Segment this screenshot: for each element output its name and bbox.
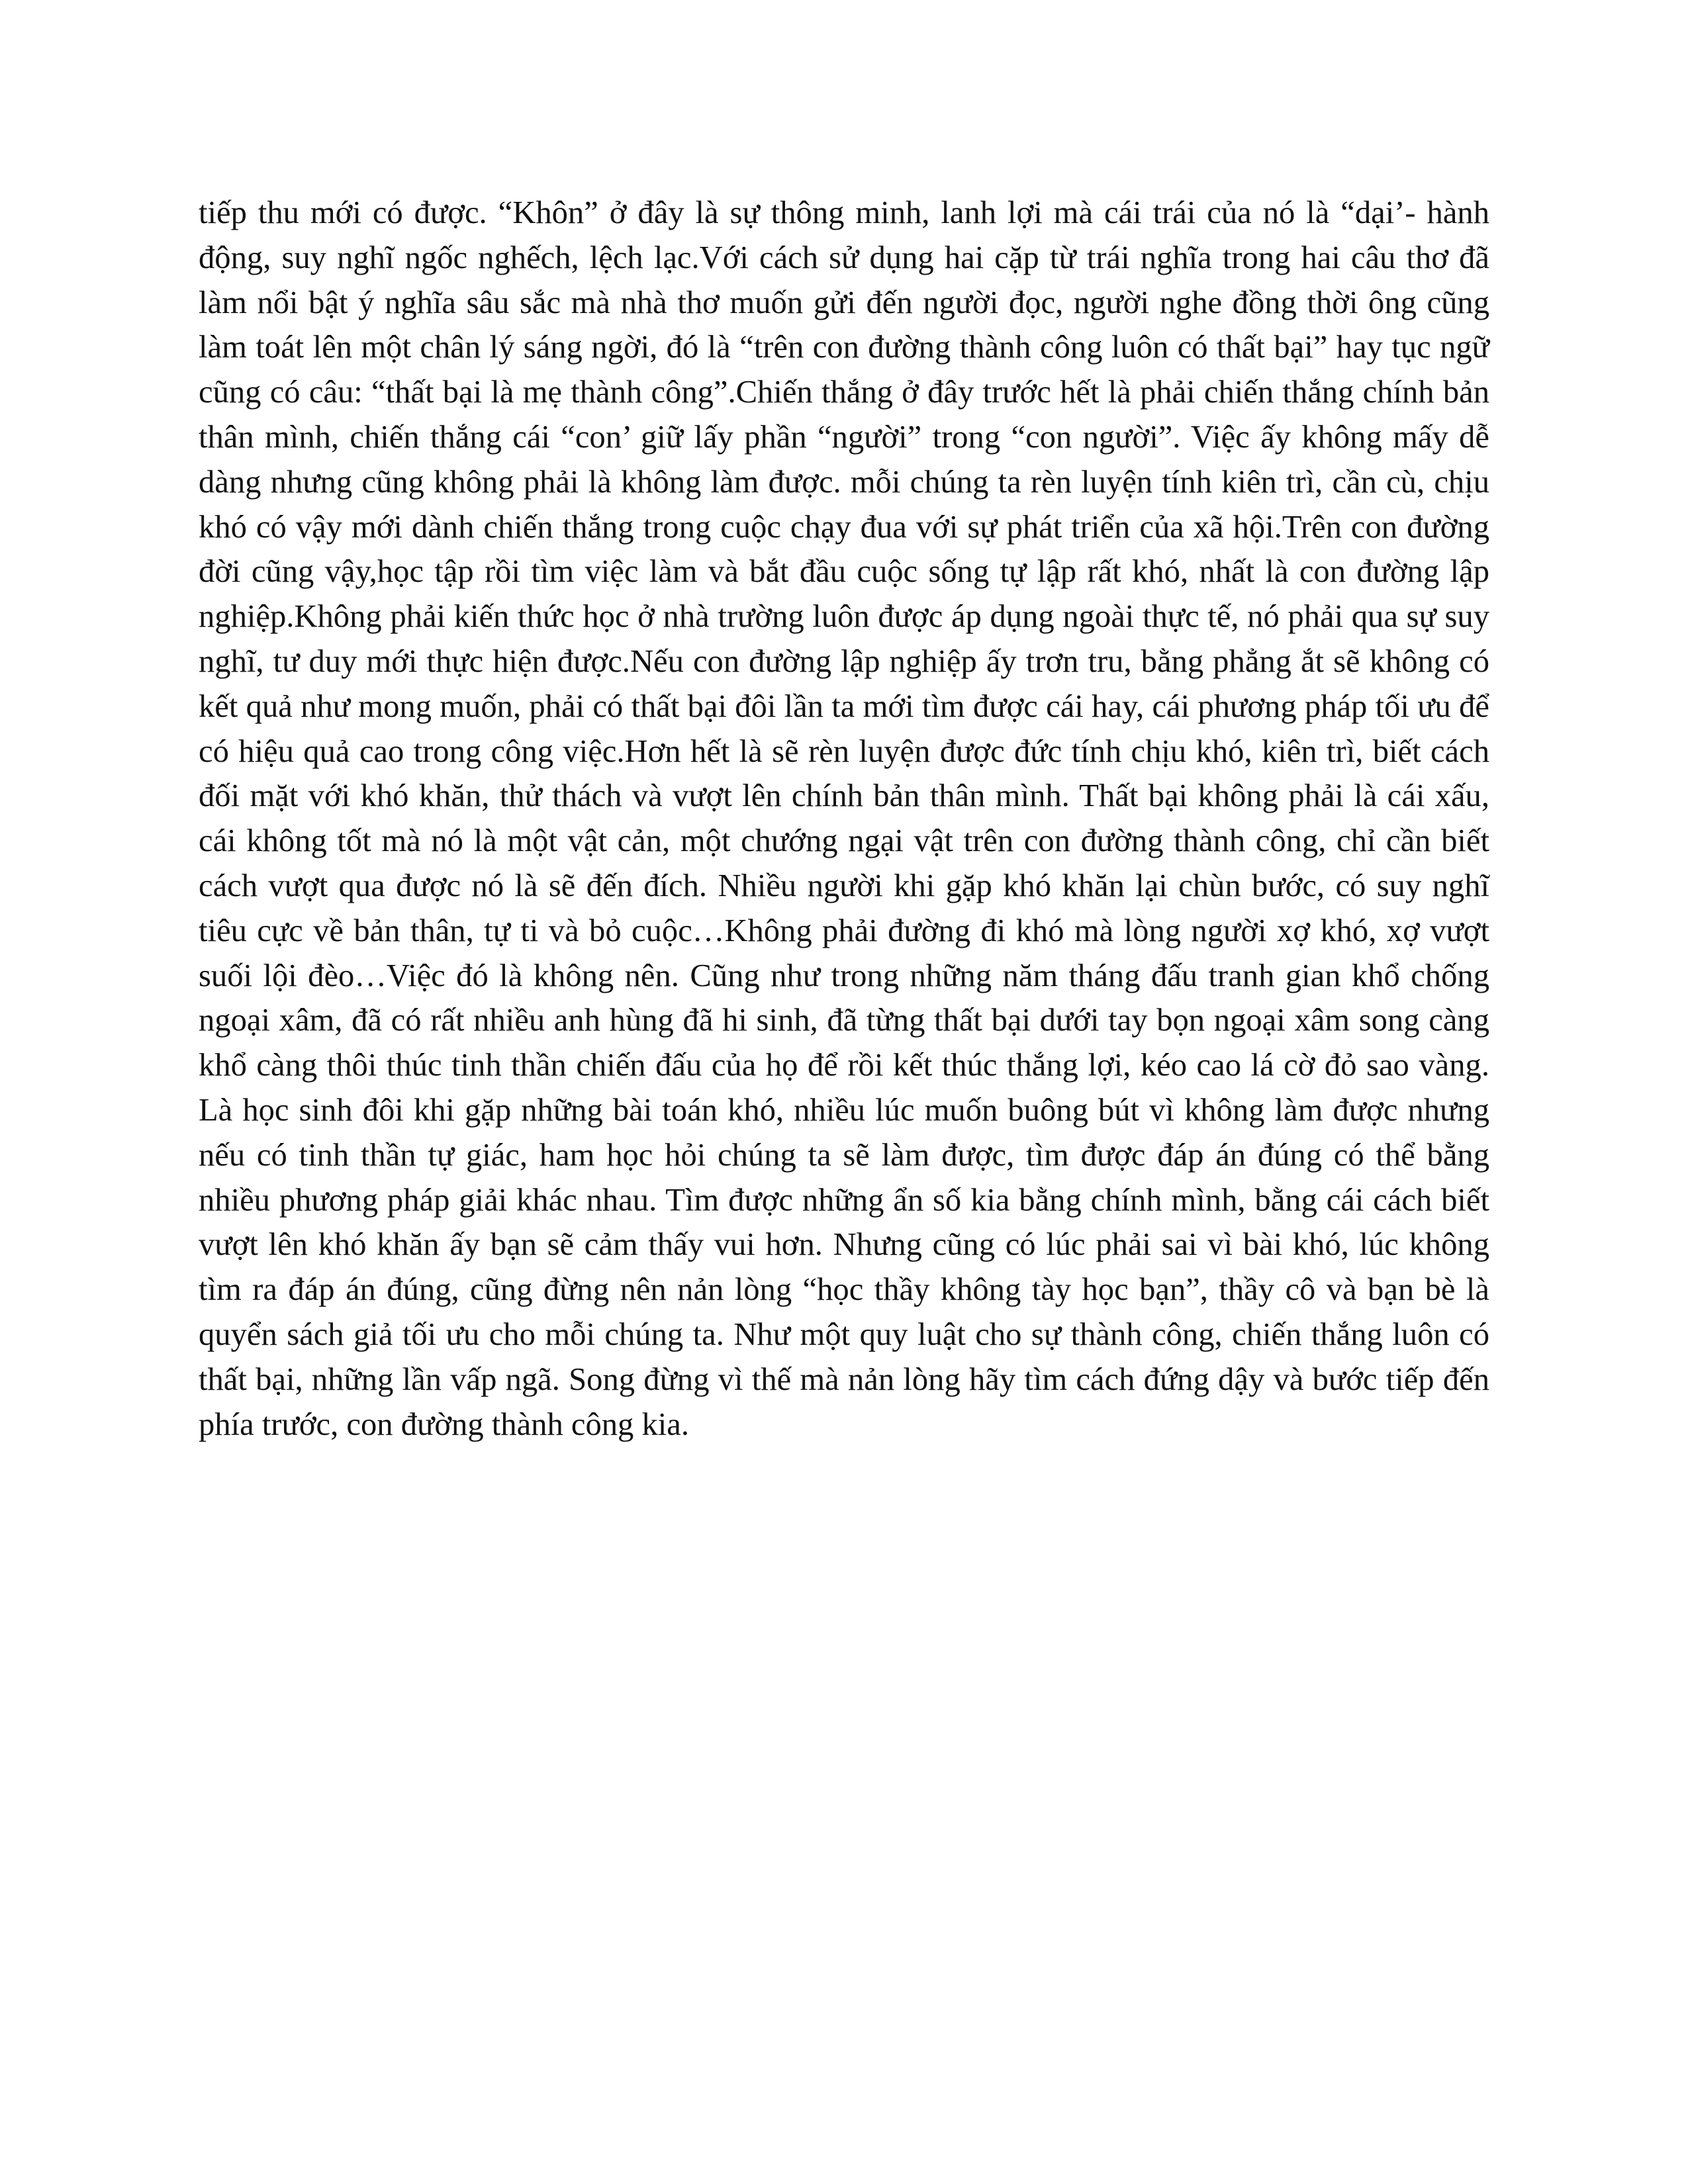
body-paragraph: tiếp thu mới có được. “Khôn” ở đây là sự thông minh, lanh lợi mà cái trái của nó là “dại’- hành động, suy nghĩ ngốc nghếch, lệch lạc.Với cách sử dụng hai cặp từ trái nghĩa trong hai câu thơ đã làm nổi bật ý nghĩa sâu sắc mà nhà thơ muốn gửi đến người đọc, người nghe đồng thời ông cũng làm toát lên một chân lý sáng ngời, đó là “trên con đường thành công luôn có thất bại” hay tục ngữ cũng có câu: “thất bại là mẹ thành công”.Chiến thắng ở đây trước hết là phải chiến thắng chính bản thân mình, chiến thắng cái “con’ giữ lấy phần “người” trong “con người”. Việc ấy không mấy dễ dàng nhưng cũng không phải là không làm được. mỗi chúng ta rèn luyện tính kiên trì, cần cù, chịu khó có vậy mới dành chiến thắng trong cuộc chạy đua với sự phát triển của xã hội.Trên con đường đời cũng vậy,học tập rồi tìm việc làm và bắt đầu cuộc sống tự lập rất khó, nhất là con đường lập nghiệp.Không phải kiến thức học ở nhà trường luôn được áp dụng ngoài thực tế, nó phải qua sự suy nghĩ, tư duy mới thực hiện được.Nếu con đường lập nghiệp ấy trơn tru, bằng phẳng ắt sẽ không có kết quả như mong muốn, phải có thất bại đôi lần ta mới tìm được cái hay, cái phương pháp tối ưu để có hiệu quả cao trong công việc.Hơn hết là sẽ rèn luyện được đức tính chịu khó, kiên trì, biết cách đối mặt với khó khăn, thử thách và vượt lên chính bản thân mình. Thất bại không phải là cái xấu, cái không tốt mà nó là một vật cản, một chướng ngại vật trên con đường thành công, chỉ cần biết cách vượt qua được nó là sẽ đến đích. Nhiều người khi gặp khó khăn lại chùn bước, có suy nghĩ tiêu cực về bản thân, tự ti và bỏ cuộc…Không phải đường đi khó mà lòng người xợ khó, xợ vượt suối lội đèo…Việc đó là không nên. Cũng như trong những năm tháng đấu tranh gian khổ chống ngoại xâm, đã có rất nhiều anh hùng đã hi sinh, đã từng thất bại dưới tay bọn ngoại xâm song càng khổ càng thôi thúc tinh thần chiến đấu của họ để rồi kết thúc thắng lợi, kéo cao lá cờ đỏ sao vàng. Là học sinh đôi khi gặp những bài toán khó, nhiều lúc muốn buông bút vì không làm được nhưng nếu có tinh thần tự giác, ham học hỏi chúng ta sẽ làm được, tìm được đáp án đúng có thể bằng nhiều phương pháp giải khác nhau. Tìm được những ẩn số kia bằng chính mình, bằng cái cách biết vượt lên khó khăn ấy bạn sẽ cảm thấy vui hơn. Nhưng cũng có lúc phải sai vì bài khó, lúc không tìm ra đáp án đúng, cũng đừng nên nản lòng “học thầy không tày học bạn”, thầy cô và bạn bè là quyển sách giả tối ưu cho mỗi chúng ta. Như một quy luật cho sự thành công, chiến thắng luôn có thất bại, những lần vấp ngã. Song đừng vì thế mà nản lòng hãy tìm cách đứng dậy và bước tiếp đến phía trước, con đường thành công kia.	[199, 195, 1489, 1442]
